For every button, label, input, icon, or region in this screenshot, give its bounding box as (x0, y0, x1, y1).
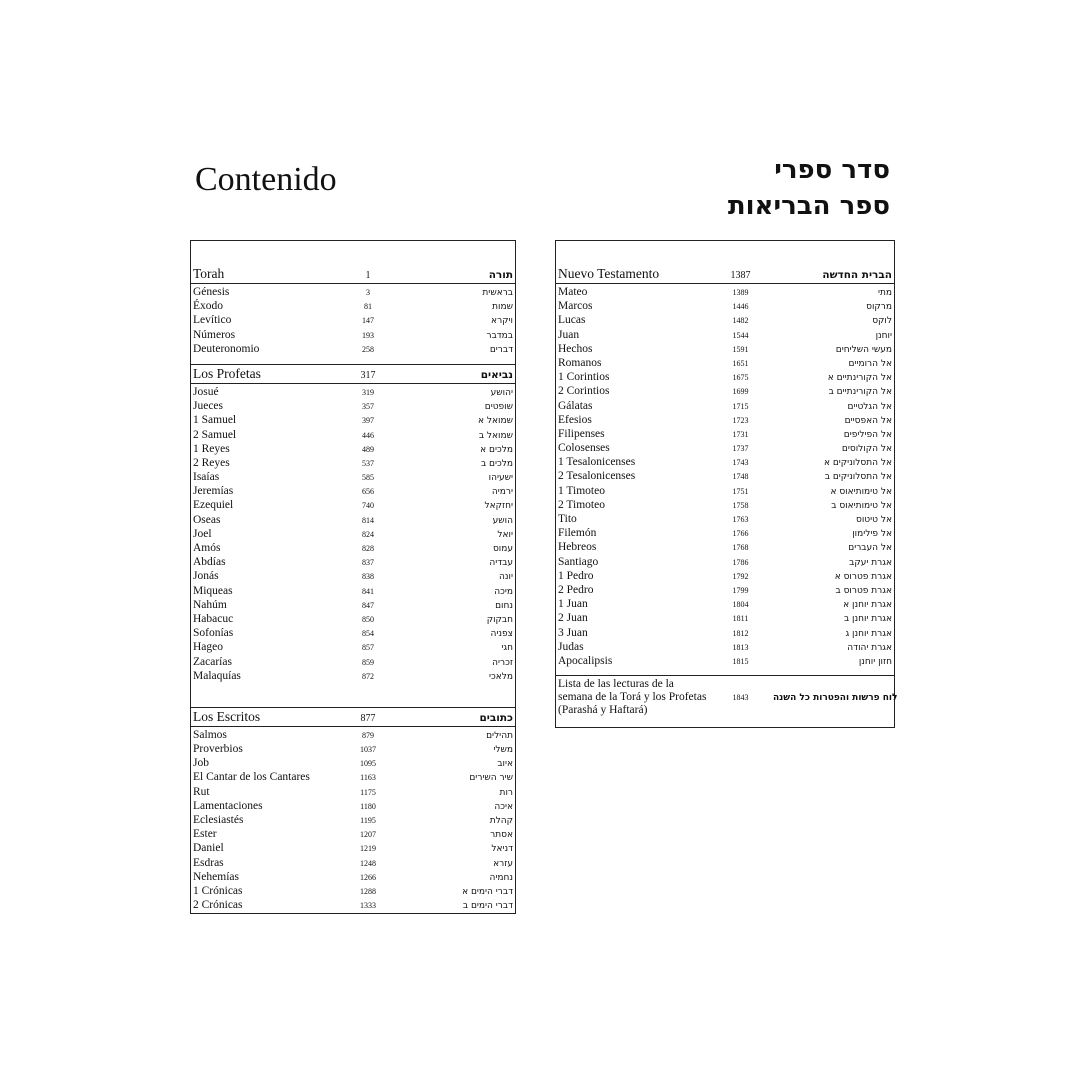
book-row[interactable] (191, 898, 515, 912)
book-row[interactable] (191, 299, 515, 313)
book-page-number: 1266 (360, 872, 376, 882)
book-page-number: 837 (362, 558, 374, 568)
book-page-number: 656 (362, 487, 374, 497)
book-name: Filemón (558, 527, 597, 540)
book-page-number: 1748 (732, 472, 749, 482)
book-page-number: 740 (362, 501, 374, 511)
book-name-hebrew: נחום (495, 600, 513, 611)
book-row[interactable] (556, 484, 894, 498)
book-page-number: 1815 (732, 656, 749, 666)
book-row[interactable] (191, 385, 515, 399)
book-name-hebrew: הושע (492, 515, 513, 526)
book-name: Lucas (558, 314, 586, 327)
book-page-number: 1333 (360, 901, 376, 911)
book-row[interactable] (556, 328, 894, 342)
book-name-hebrew: עזרא (493, 858, 513, 869)
book-name: Miqueas (193, 584, 233, 597)
book-name-hebrew: בראשית (482, 288, 513, 298)
book-name: Ester (193, 828, 217, 841)
book-name-hebrew: מלכים ב (480, 458, 513, 469)
book-name: 1 Samuel (193, 414, 237, 427)
book-name-hebrew: אל הקולוסים (841, 444, 892, 455)
book-name: Zacarías (193, 655, 232, 668)
book-name-hebrew: דניאל (491, 844, 513, 855)
book-name-hebrew: אל טיטוס (856, 515, 892, 525)
book-name: Eclesiastés (193, 814, 244, 826)
book-name: Mateo (558, 286, 588, 298)
book-name: Lamentaciones (193, 799, 263, 812)
book-page-number: 1758 (732, 500, 749, 510)
book-page-number: 1723 (732, 415, 749, 425)
book-page-number: 1248 (360, 858, 376, 868)
book-name: Juan (558, 328, 580, 341)
book-row[interactable] (556, 285, 894, 299)
book-name: 2 Juan (558, 612, 588, 625)
book-page-number: 1180 (360, 801, 376, 811)
book-name: Colosenses (558, 442, 610, 455)
book-row[interactable] (191, 555, 515, 569)
book-name: Job (193, 757, 209, 770)
book-page-number: 1799 (732, 585, 749, 595)
book-name-hebrew: עמוס (492, 544, 513, 554)
book-page-number: 1792 (732, 571, 749, 581)
book-name: 1 Pedro (558, 569, 594, 582)
hebrew-title-line-2: ספר הבריאות (727, 191, 890, 221)
book-page-number: 1651 (732, 358, 749, 368)
book-name-hebrew: זכריה (492, 657, 513, 668)
book-page-number: 1751 (732, 486, 749, 496)
book-page-number: 1482 (732, 316, 749, 326)
book-name-hebrew: קהלת (489, 816, 513, 826)
book-row[interactable] (191, 728, 515, 742)
section-name-hebrew: הברית החדשה (822, 269, 892, 281)
book-name: Rut (193, 785, 210, 798)
section-header (191, 265, 515, 284)
book-name: Marcos (558, 300, 593, 313)
book-page-number: 1731 (732, 429, 749, 439)
book-name: 3 Juan (558, 626, 588, 639)
book-row[interactable] (556, 626, 894, 640)
old-testament-table (190, 240, 516, 914)
book-row[interactable] (556, 299, 894, 313)
book-name: Nahúm (193, 598, 227, 611)
book-name: Filipenses (558, 427, 605, 440)
book-row[interactable] (556, 583, 894, 597)
book-row[interactable] (191, 442, 515, 456)
book-name: Esdras (193, 856, 224, 869)
book-name-hebrew: איוב (497, 759, 513, 770)
book-name-hebrew: אל טימותיאוס ב (831, 500, 892, 511)
book-name-hebrew: אגרת יוחנן ב (843, 614, 892, 625)
book-row[interactable] (556, 427, 894, 441)
book-page-number: 1813 (732, 642, 749, 652)
book-row[interactable] (556, 654, 894, 668)
book-row[interactable] (191, 742, 515, 756)
book-row[interactable] (556, 597, 894, 611)
book-page-number: 1675 (732, 373, 749, 383)
section-name: Los Escritos (193, 708, 261, 724)
book-page-number: 847 (362, 600, 374, 610)
book-page-number: 841 (362, 586, 374, 596)
book-row[interactable] (191, 598, 515, 612)
book-row[interactable] (556, 441, 894, 455)
book-row[interactable] (556, 498, 894, 512)
book-name: 1 Juan (558, 598, 588, 611)
book-row[interactable] (191, 626, 515, 640)
book-name-hebrew: תהילים (486, 730, 513, 741)
book-name: Jonás (193, 570, 219, 583)
book-page-number: 1095 (360, 759, 376, 769)
book-name-hebrew: צפניה (490, 629, 513, 640)
book-page-number: 446 (362, 430, 374, 440)
book-name-hebrew: יונה (499, 572, 513, 583)
book-name-hebrew: אל התסלוניקים א (823, 458, 892, 469)
book-name: Números (193, 328, 236, 341)
book-name-hebrew: דברים (489, 344, 513, 355)
book-name-hebrew: שמואל ב (478, 430, 513, 441)
book-row[interactable] (191, 756, 515, 770)
book-row[interactable] (191, 285, 515, 299)
book-name-hebrew: אגרת יוחנן א (843, 600, 892, 611)
book-name: Nehemías (193, 870, 239, 883)
book-name-hebrew: רות (499, 787, 513, 798)
book-page-number: 1699 (732, 387, 749, 397)
book-row[interactable] (191, 799, 515, 813)
book-page-number: 857 (362, 643, 374, 653)
book-page-number: 1737 (732, 444, 749, 454)
book-name-hebrew: נחמיה (489, 872, 513, 883)
book-name: Éxodo (193, 300, 224, 313)
section-name: Nuevo Testamento (558, 266, 660, 281)
book-row[interactable] (191, 328, 515, 342)
book-name-hebrew: מתי (877, 288, 892, 298)
book-name: 1 Timoteo (558, 484, 605, 497)
book-name-hebrew: אל האפסיים (844, 415, 892, 426)
book-name-hebrew: אגרת יהודה (847, 642, 892, 653)
book-name-hebrew: איכה (494, 801, 513, 812)
book-name-hebrew: מלכים א (480, 444, 513, 455)
book-row[interactable] (191, 770, 515, 784)
book-row[interactable] (191, 813, 515, 827)
book-row[interactable] (191, 841, 515, 855)
book-row[interactable] (191, 569, 515, 583)
book-name-hebrew: שמואל א (478, 416, 513, 427)
book-page-number: 489 (362, 444, 374, 454)
book-name-hebrew: חזון יוחנן (858, 656, 892, 667)
book-page-number: 1037 (360, 745, 376, 755)
book-page-number: 872 (362, 671, 374, 681)
book-name-hebrew: אל הפיליפים (843, 429, 892, 440)
book-name: Efesios (558, 413, 592, 426)
book-name-hebrew: דברי הימים ב (462, 901, 513, 912)
book-name-hebrew: אל העברים (848, 543, 892, 554)
book-name-hebrew: אגרת פטרוס ב (835, 585, 892, 596)
book-page-number: 1766 (732, 529, 749, 539)
book-row[interactable] (191, 470, 515, 484)
section-name: Torah (193, 266, 225, 281)
book-name-hebrew: לוקס (872, 316, 892, 327)
book-row[interactable] (191, 399, 515, 413)
book-name: Jueces (193, 400, 224, 413)
book-name: Génesis (193, 286, 230, 298)
contents-title: Contenido (195, 161, 337, 198)
appendix-row[interactable] (556, 675, 898, 717)
book-name-hebrew: אסתר (490, 830, 513, 841)
book-name: Deuteronomio (193, 342, 260, 355)
book-name-hebrew: אגרת יוחנן ג (845, 628, 892, 639)
book-name: Proverbios (193, 743, 243, 756)
book-page-number: 1175 (360, 787, 376, 797)
book-page-number: 537 (362, 458, 374, 468)
book-name-hebrew: מיכה (494, 586, 513, 597)
book-name: Malaquías (193, 669, 241, 682)
section-page-number: 1387 (730, 270, 751, 281)
book-page-number: 850 (362, 614, 374, 624)
book-row[interactable] (191, 584, 515, 598)
book-name-hebrew: יהושע (490, 387, 513, 398)
book-name: Jeremías (193, 485, 234, 498)
book-name: 2 Crónicas (193, 899, 243, 912)
book-row[interactable] (191, 541, 515, 555)
book-page-number: 1195 (360, 816, 376, 825)
book-page-number: 1389 (732, 288, 749, 297)
book-row[interactable] (191, 498, 515, 512)
book-page-number: 838 (362, 572, 374, 582)
book-row[interactable] (191, 513, 515, 527)
book-page-number: 1743 (732, 458, 749, 468)
section-header (191, 708, 515, 727)
section-name-hebrew: נביאים (480, 368, 513, 381)
book-name-hebrew: אל הגלטיים (847, 401, 892, 412)
book-name: Hebreos (558, 541, 597, 554)
book-name: 2 Timoteo (558, 498, 605, 511)
book-page-number: 357 (362, 402, 374, 412)
new-testament-table (555, 240, 898, 728)
book-page-number: 1715 (732, 401, 749, 411)
book-row[interactable] (191, 313, 515, 327)
book-name-hebrew: יחזקאל (484, 501, 513, 512)
appendix-page-number: 1843 (732, 693, 749, 703)
book-name: Daniel (193, 842, 224, 855)
book-name: Gálatas (558, 399, 593, 412)
book-row[interactable] (191, 527, 515, 541)
book-row[interactable] (191, 342, 515, 356)
book-row[interactable] (191, 884, 515, 898)
book-name-hebrew: ירמיה (491, 487, 513, 498)
section-divider (191, 683, 515, 708)
book-name: 1 Crónicas (193, 884, 243, 897)
book-name-hebrew: אל התסלוניקים ב (824, 472, 892, 483)
book-name-hebrew: שופטים (484, 402, 513, 413)
book-name: 2 Reyes (193, 456, 230, 469)
section-name-hebrew: כתובים (479, 711, 513, 724)
book-page-number: 1811 (732, 614, 749, 624)
book-name-hebrew: אל הקורינתיים ב (828, 387, 892, 398)
book-name-hebrew: דברי הימים א (462, 886, 513, 897)
book-name-hebrew: מלאכי (488, 671, 513, 682)
book-row[interactable] (556, 370, 894, 384)
book-page-number: 1812 (732, 628, 749, 638)
book-name: 2 Corintios (558, 385, 610, 398)
book-name-hebrew: שיר השירים (469, 773, 513, 784)
book-row[interactable] (556, 384, 894, 398)
section-name-hebrew: תורה (488, 269, 513, 281)
book-row[interactable] (556, 413, 894, 427)
book-name: Judas (558, 640, 584, 653)
book-name-hebrew: מרקוס (866, 302, 892, 313)
book-name: Oseas (193, 513, 221, 526)
book-page-number: 1591 (732, 344, 749, 354)
book-name: Tito (558, 513, 577, 525)
book-name: Levítico (193, 314, 232, 327)
book-row[interactable] (191, 484, 515, 498)
book-row[interactable] (556, 555, 894, 569)
book-page-number: 1219 (360, 844, 376, 854)
book-row[interactable] (556, 640, 894, 654)
book-name-hebrew: יואל (497, 529, 513, 540)
book-page-number: 193 (362, 330, 374, 340)
book-name-hebrew: ויקרא (491, 316, 513, 327)
section-page-number: 877 (360, 712, 376, 724)
book-name-hebrew: מעשי השליחים (835, 344, 892, 355)
book-page-number: 1207 (360, 830, 376, 840)
book-name-hebrew: אל טימותיאוס א (830, 486, 892, 497)
book-row[interactable] (191, 655, 515, 669)
book-name: Santiago (558, 555, 599, 568)
section-divider (191, 356, 515, 365)
hebrew-title-line-1: סדר ספרי (774, 155, 890, 185)
book-name-hebrew: במדבר (486, 330, 513, 341)
book-row[interactable] (191, 640, 515, 654)
book-row[interactable] (191, 856, 515, 870)
book-row[interactable] (191, 827, 515, 841)
book-page-number: 3 (366, 288, 370, 297)
book-page-number: 81 (364, 302, 372, 312)
book-name-hebrew: ישעיהו (488, 473, 513, 484)
book-row[interactable] (556, 399, 894, 413)
book-row[interactable] (556, 526, 894, 540)
book-page-number: 854 (362, 629, 374, 639)
book-name: Josué (193, 385, 219, 398)
section-page-number: 317 (360, 369, 376, 381)
book-name: 2 Tesalonicenses (558, 470, 636, 483)
book-page-number: 319 (362, 387, 374, 397)
book-name: Abdías (193, 556, 226, 569)
book-name: Hageo (193, 641, 224, 654)
book-name-hebrew: אל הקורינתיים א (827, 373, 892, 384)
book-row[interactable] (556, 313, 894, 327)
book-page-number: 814 (362, 515, 374, 525)
section-header (556, 265, 894, 284)
book-name-hebrew: יוחנן (875, 330, 892, 341)
book-name: 2 Pedro (558, 583, 594, 596)
book-row[interactable] (191, 456, 515, 470)
book-name: Ezequiel (193, 499, 234, 512)
section-page-number: 1 (365, 270, 371, 281)
book-row[interactable] (556, 356, 894, 370)
book-name-hebrew: אל פילימון (852, 529, 892, 540)
book-page-number: 397 (362, 416, 374, 426)
book-name-hebrew: אגרת פטרוס א (834, 571, 892, 582)
book-page-number: 1786 (732, 557, 749, 567)
book-page-number: 1446 (732, 302, 749, 312)
book-row[interactable] (191, 785, 515, 799)
contents-title-hebrew (728, 152, 890, 224)
book-name-hebrew: שמות (492, 302, 513, 313)
book-name: Romanos (558, 356, 602, 369)
book-row[interactable] (556, 342, 894, 356)
book-name-hebrew: עבדיה (489, 558, 513, 569)
book-page-number: 879 (362, 730, 374, 740)
section-name: Los Profetas (193, 365, 261, 381)
book-page-number: 1804 (732, 600, 749, 610)
book-page-number: 1288 (360, 886, 376, 896)
book-name: Habacuc (193, 612, 234, 625)
book-name: Sofonías (193, 627, 234, 640)
book-row[interactable] (191, 870, 515, 884)
book-row[interactable] (191, 413, 515, 427)
book-row[interactable] (556, 469, 894, 483)
book-row[interactable] (556, 540, 894, 554)
book-page-number: 1544 (732, 330, 749, 340)
book-page-number: 258 (362, 344, 374, 354)
book-name: Apocalipsis (558, 654, 613, 667)
book-page-number: 824 (362, 529, 374, 539)
book-row[interactable] (191, 612, 515, 626)
book-page-number: 1163 (360, 773, 376, 783)
book-name: Hechos (558, 342, 593, 355)
section-header (191, 365, 515, 384)
book-name: 1 Corintios (558, 371, 610, 384)
book-row[interactable] (556, 611, 894, 625)
book-page-number: 1768 (732, 543, 749, 553)
book-row[interactable] (556, 569, 894, 583)
appendix-name: Lista de las lecturas de la semana de la Torá y los Profetas (Parashá y Haftará) (558, 678, 707, 717)
book-name-hebrew: אל הרומיים (848, 358, 892, 369)
book-name-hebrew: משלי (493, 745, 513, 756)
book-name: Isaías (193, 471, 220, 484)
book-name-hebrew: אגרת יעקב (849, 557, 892, 568)
book-row[interactable] (191, 669, 515, 683)
book-row[interactable] (556, 512, 894, 526)
book-name: Salmos (193, 728, 227, 741)
book-name: 1 Reyes (193, 442, 230, 455)
book-page-number: 1763 (732, 515, 749, 524)
book-row[interactable] (556, 455, 894, 469)
book-page-number: 147 (362, 316, 374, 326)
book-page-number: 828 (362, 544, 374, 553)
book-name: Amós (193, 542, 221, 554)
book-name: 2 Samuel (193, 428, 237, 441)
book-row[interactable] (191, 428, 515, 442)
book-page-number: 859 (362, 657, 374, 667)
appendix-name-hebrew: לוח פרשות והפטרות כל השנה (773, 692, 898, 703)
book-name: El Cantar de los Cantares (193, 771, 310, 784)
book-name-hebrew: חבקוק (486, 614, 513, 625)
book-page-number: 585 (362, 473, 374, 483)
book-name: Joel (193, 527, 212, 540)
book-name: 1 Tesalonicenses (558, 456, 636, 469)
book-name-hebrew: חגי (501, 643, 513, 654)
